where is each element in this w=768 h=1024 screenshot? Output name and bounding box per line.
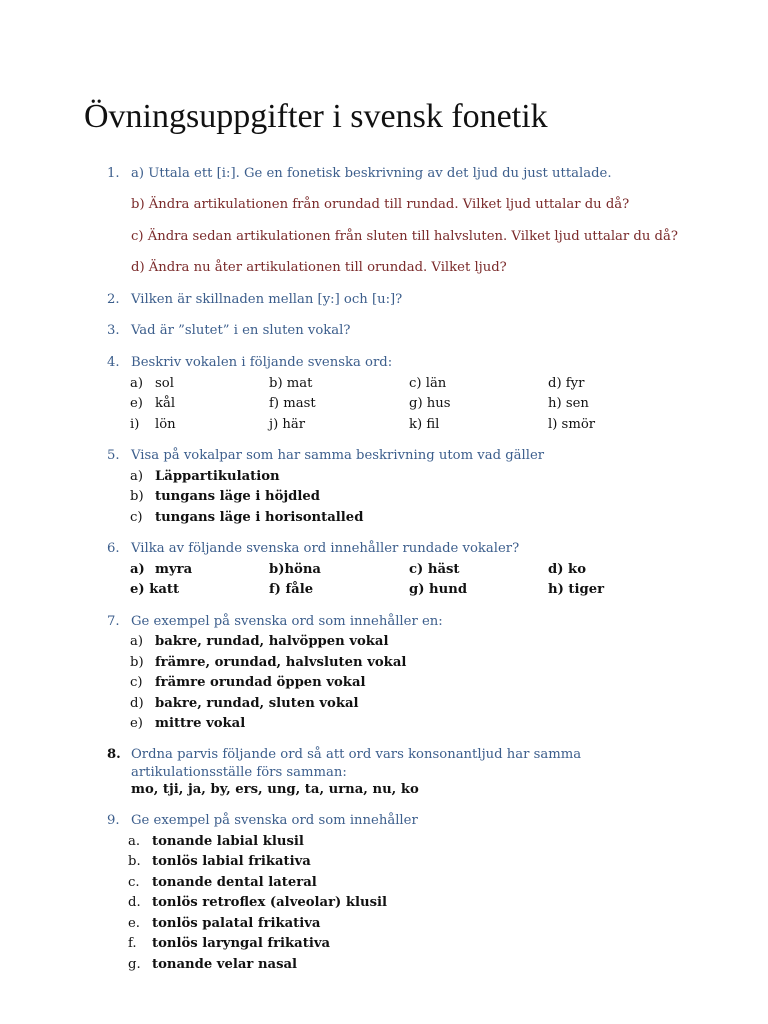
q6-item: d) ko <box>548 562 586 577</box>
q9-item-text: tonlös palatal frikativa <box>152 916 321 931</box>
q4-item: l) smör <box>548 417 596 432</box>
q6-item: g) hund <box>409 582 468 597</box>
q8-text-line2: artikulationsställe förs samman: <box>131 765 347 780</box>
q9-item-letter: a. <box>128 834 141 849</box>
q1-part-c: c) Ändra sedan artikulationen från sluten till halvsluten. Vilket ljud uttalar du då? <box>131 229 678 244</box>
q9-item-text: tonande velar nasal <box>152 957 298 972</box>
q2-text: Vilken är skillnaden mellan [y:] och [u:]? <box>131 292 403 307</box>
q6-item: h) tiger <box>548 582 605 597</box>
q9-item-text: tonande dental lateral <box>152 875 317 890</box>
q7-item-letter: a) <box>130 634 144 649</box>
q1-part-b: b) Ändra artikulationen från orundad till rundad. Vilket ljud uttalar du då? <box>131 197 630 212</box>
q4-item: d) fyr <box>548 376 585 391</box>
q4-item: c) län <box>409 376 447 391</box>
q6-item-letter: a) <box>130 562 145 577</box>
q5-item-letter: b) <box>130 489 144 504</box>
q5-text: Visa på vokalpar som har samma beskrivning utom vad gäller <box>131 448 545 463</box>
q4-item: b) mat <box>269 376 313 391</box>
q7-item-text: bakre, rundad, sluten vokal <box>155 696 359 711</box>
q6-item: e) katt <box>130 582 180 597</box>
q7-item-text: bakre, rundad, halvöppen vokal <box>155 634 389 649</box>
q6-text: Vilka av följande svenska ord innehåller rundade vokaler? <box>131 541 520 556</box>
q7-item-text: mittre vokal <box>155 716 246 731</box>
q7-item-text: främre orundad öppen vokal <box>155 675 366 690</box>
q9-item-text: tonlös retroflex (alveolar) klusil <box>152 895 388 910</box>
q9-item-text: tonlös laryngal frikativa <box>152 936 331 951</box>
q7-number: 7. <box>107 614 120 629</box>
q4-item-word: kål <box>155 396 176 411</box>
q6-number: 6. <box>107 541 120 556</box>
q8-text-line1: Ordna parvis följande ord så att ord vars konsonantljud har samma <box>131 747 582 762</box>
q7-text: Ge exempel på svenska ord som innehåller en: <box>131 614 443 629</box>
q7-item-letter: e) <box>130 716 143 731</box>
q9-item-letter: b. <box>128 854 141 869</box>
q4-text: Beskriv vokalen i följande svenska ord: <box>131 355 393 370</box>
q9-item-letter: f. <box>128 936 137 951</box>
q1-part-d: d) Ändra nu åter artikulationen till orundad. Vilket ljud? <box>131 260 507 275</box>
q2-number: 2. <box>107 292 120 307</box>
q9-item-text: tonlös labial frikativa <box>152 854 311 869</box>
q9-item-text: tonande labial klusil <box>152 834 304 849</box>
q7-item-text: främre, orundad, halvsluten vokal <box>155 655 407 670</box>
q7-item-letter: c) <box>130 675 143 690</box>
q5-item-text: tungans läge i höjdled <box>155 489 320 504</box>
q4-item: f) mast <box>269 396 316 411</box>
q9-item-letter: c. <box>128 875 140 890</box>
q4-item: g) hus <box>409 396 451 411</box>
q4-item: h) sen <box>548 396 589 411</box>
q4-number: 4. <box>107 355 120 370</box>
q1-part-a: a) Uttala ett [i:]. Ge en fonetisk beskrivning av det ljud du just uttalade. <box>131 166 612 181</box>
q9-text: Ge exempel på svenska ord som innehåller <box>131 813 418 828</box>
q5-item-letter: a) <box>130 469 144 484</box>
q7-item-letter: d) <box>130 696 144 711</box>
q6-item: c) häst <box>409 562 460 577</box>
q9-number: 9. <box>107 813 120 828</box>
q4-item-letter: a) <box>130 376 144 391</box>
q5-item-text: Läppartikulation <box>155 469 280 484</box>
q5-item-letter: c) <box>130 510 143 525</box>
q9-item-letter: e. <box>128 916 140 931</box>
q9-item-letter: g. <box>128 957 141 972</box>
q4-item-word: sol <box>155 376 174 391</box>
q8-number: 8. <box>107 747 121 762</box>
q4-item: j) här <box>269 417 306 432</box>
q9-item-letter: d. <box>128 895 141 910</box>
q4-item-letter: e) <box>130 396 143 411</box>
q4-item-word: lön <box>155 417 176 432</box>
q3-number: 3. <box>107 323 120 338</box>
q4-item: k) fil <box>409 417 440 432</box>
page-title: Övningsuppgifter i svensk fonetik <box>84 98 548 135</box>
q8-word-list: mo, tji, ja, by, ers, ung, ta, urna, nu, ko <box>131 782 419 797</box>
q7-item-letter: b) <box>130 655 144 670</box>
q6-item: f) fåle <box>269 582 314 597</box>
q5-item-text: tungans läge i horisontalled <box>155 510 364 525</box>
q6-item-word: myra <box>155 562 193 577</box>
q5-number: 5. <box>107 448 120 463</box>
q1-number: 1. <box>107 166 120 181</box>
q4-item-letter: i) <box>130 417 140 432</box>
q3-text: Vad är ”slutet” i en sluten vokal? <box>131 323 351 338</box>
q6-item: b)höna <box>269 562 321 577</box>
